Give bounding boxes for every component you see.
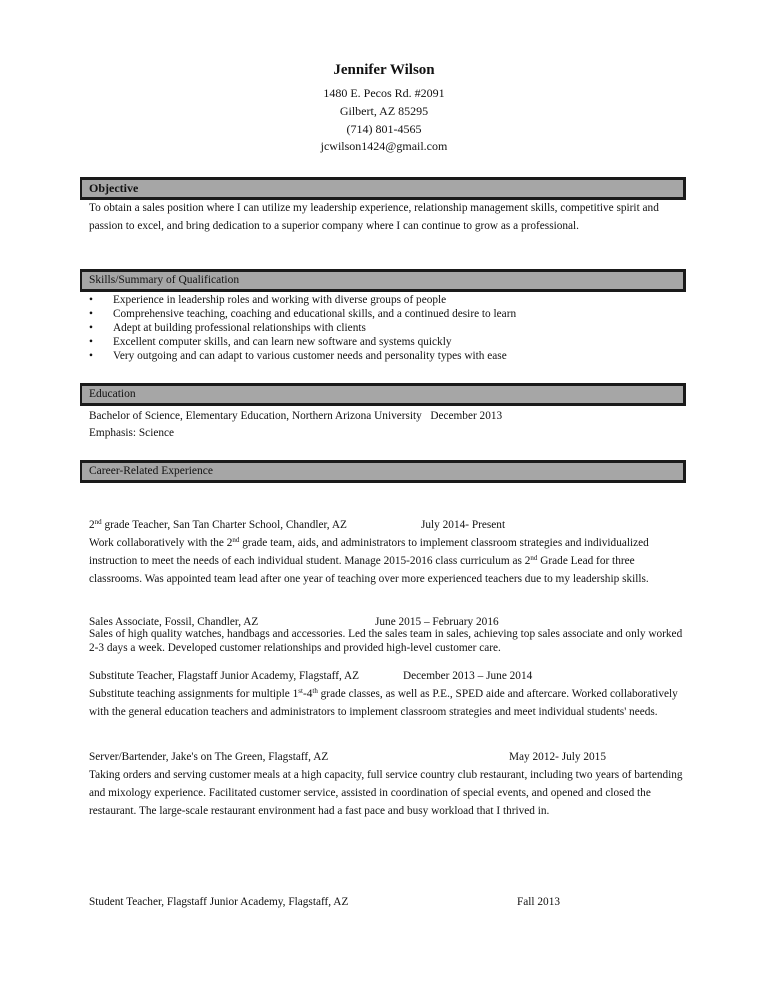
objective-title: Objective xyxy=(89,181,139,195)
job-date: July 2014- Present xyxy=(421,519,506,531)
city: Gilbert, AZ 85295 xyxy=(339,104,429,118)
list-item: • Experience in leadership roles and working with diverse groups of people xyxy=(89,293,516,307)
job-title: Student Teacher, Flagstaff Junior Academy, Flagstaff, AZ xyxy=(89,896,349,908)
skills-header xyxy=(80,269,686,292)
objective-header xyxy=(80,177,686,200)
job-date: May 2012- July 2015 xyxy=(509,751,606,763)
objective-text: To obtain a sales position where I can utilize my leadership experience, relationship management skills, competitive spirit and passion to excel, and bring dedication to a superior company where I can continue to grow as a professional. xyxy=(89,202,659,232)
degree: Bachelor of Science, Elementary Education, Northern Arizona University December 2013 xyxy=(89,410,503,422)
skills-title: Skills/Summary of Qualification xyxy=(89,274,240,286)
list-item: • Comprehensive teaching, coaching and educational skills, and a continued desire to learn xyxy=(89,307,516,321)
list-item: • Excellent computer skills, and can learn new software and systems quickly xyxy=(89,335,516,349)
job-description: Work collaboratively with the 2nd grade team, aids, and administrators to implement classroom strategies and individualized instruction to meet the needs of each individual student. Manage 2015-2016 class curriculum as 2nd Grade Lead for three classrooms. Was appointed team lead after one year of teaching over more experienced teachers due to my leadership skills. xyxy=(89,536,649,585)
list-item: • Adept at building professional relationships with clients xyxy=(89,321,516,335)
job-description: Substitute teaching assignments for multiple 1st-4th grade classes, as well as P.E., SPED aide and aftercare. Worked collaboratively with the general education teachers and administrators to implement classroom strategies and meet individual students' needs. xyxy=(89,687,678,718)
job-title: Sales Associate, Fossil, Chandler, AZ xyxy=(89,616,259,628)
job-date: Fall 2013 xyxy=(517,896,560,908)
career-title: Career-Related Experience xyxy=(89,465,213,477)
job-date: June 2015 – February 2016 xyxy=(375,616,499,628)
job-description: Taking orders and serving customer meals at a high capacity, full service country club restaurant, including two years of bartending and mixology experience. Facilitated customer service, assisted in coordination of special events, and opened and closed the restaurant. The large-scale restaurant environment had a fast pace and busy workload that I thrived in. xyxy=(89,769,683,817)
email: jcwilson1424@gmail.com xyxy=(320,139,448,153)
degree-date: December 2013 xyxy=(430,410,503,422)
phone: (714) 801-4565 xyxy=(346,122,422,136)
job-title: Server/Bartender, Jake's on The Green, Flagstaff, AZ xyxy=(89,751,329,763)
address: 1480 E. Pecos Rd. #2091 xyxy=(323,86,445,100)
applicant-name: Jennifer Wilson xyxy=(333,62,435,78)
emphasis: Emphasis: Science xyxy=(89,427,175,439)
career-header xyxy=(80,460,686,483)
education-title: Education xyxy=(89,388,136,400)
job-description: Sales of high quality watches, handbags and accessories. Led the sales team in sales, achieving top sales associate and only worked 2-3 days a week. Developed customer relationships and provided high-level customer care. xyxy=(89,628,683,654)
job-title: 2nd grade Teacher, San Tan Charter School, Chandler, AZ xyxy=(89,518,347,531)
job-date: December 2013 – June 2014 xyxy=(403,670,533,682)
education-header xyxy=(80,383,686,406)
job-title: Substitute Teacher, Flagstaff Junior Academy, Flagstaff, AZ xyxy=(89,670,360,682)
skills-list xyxy=(89,293,516,363)
list-item: • Very outgoing and can adapt to various customer needs and personality types with ease xyxy=(89,349,516,363)
